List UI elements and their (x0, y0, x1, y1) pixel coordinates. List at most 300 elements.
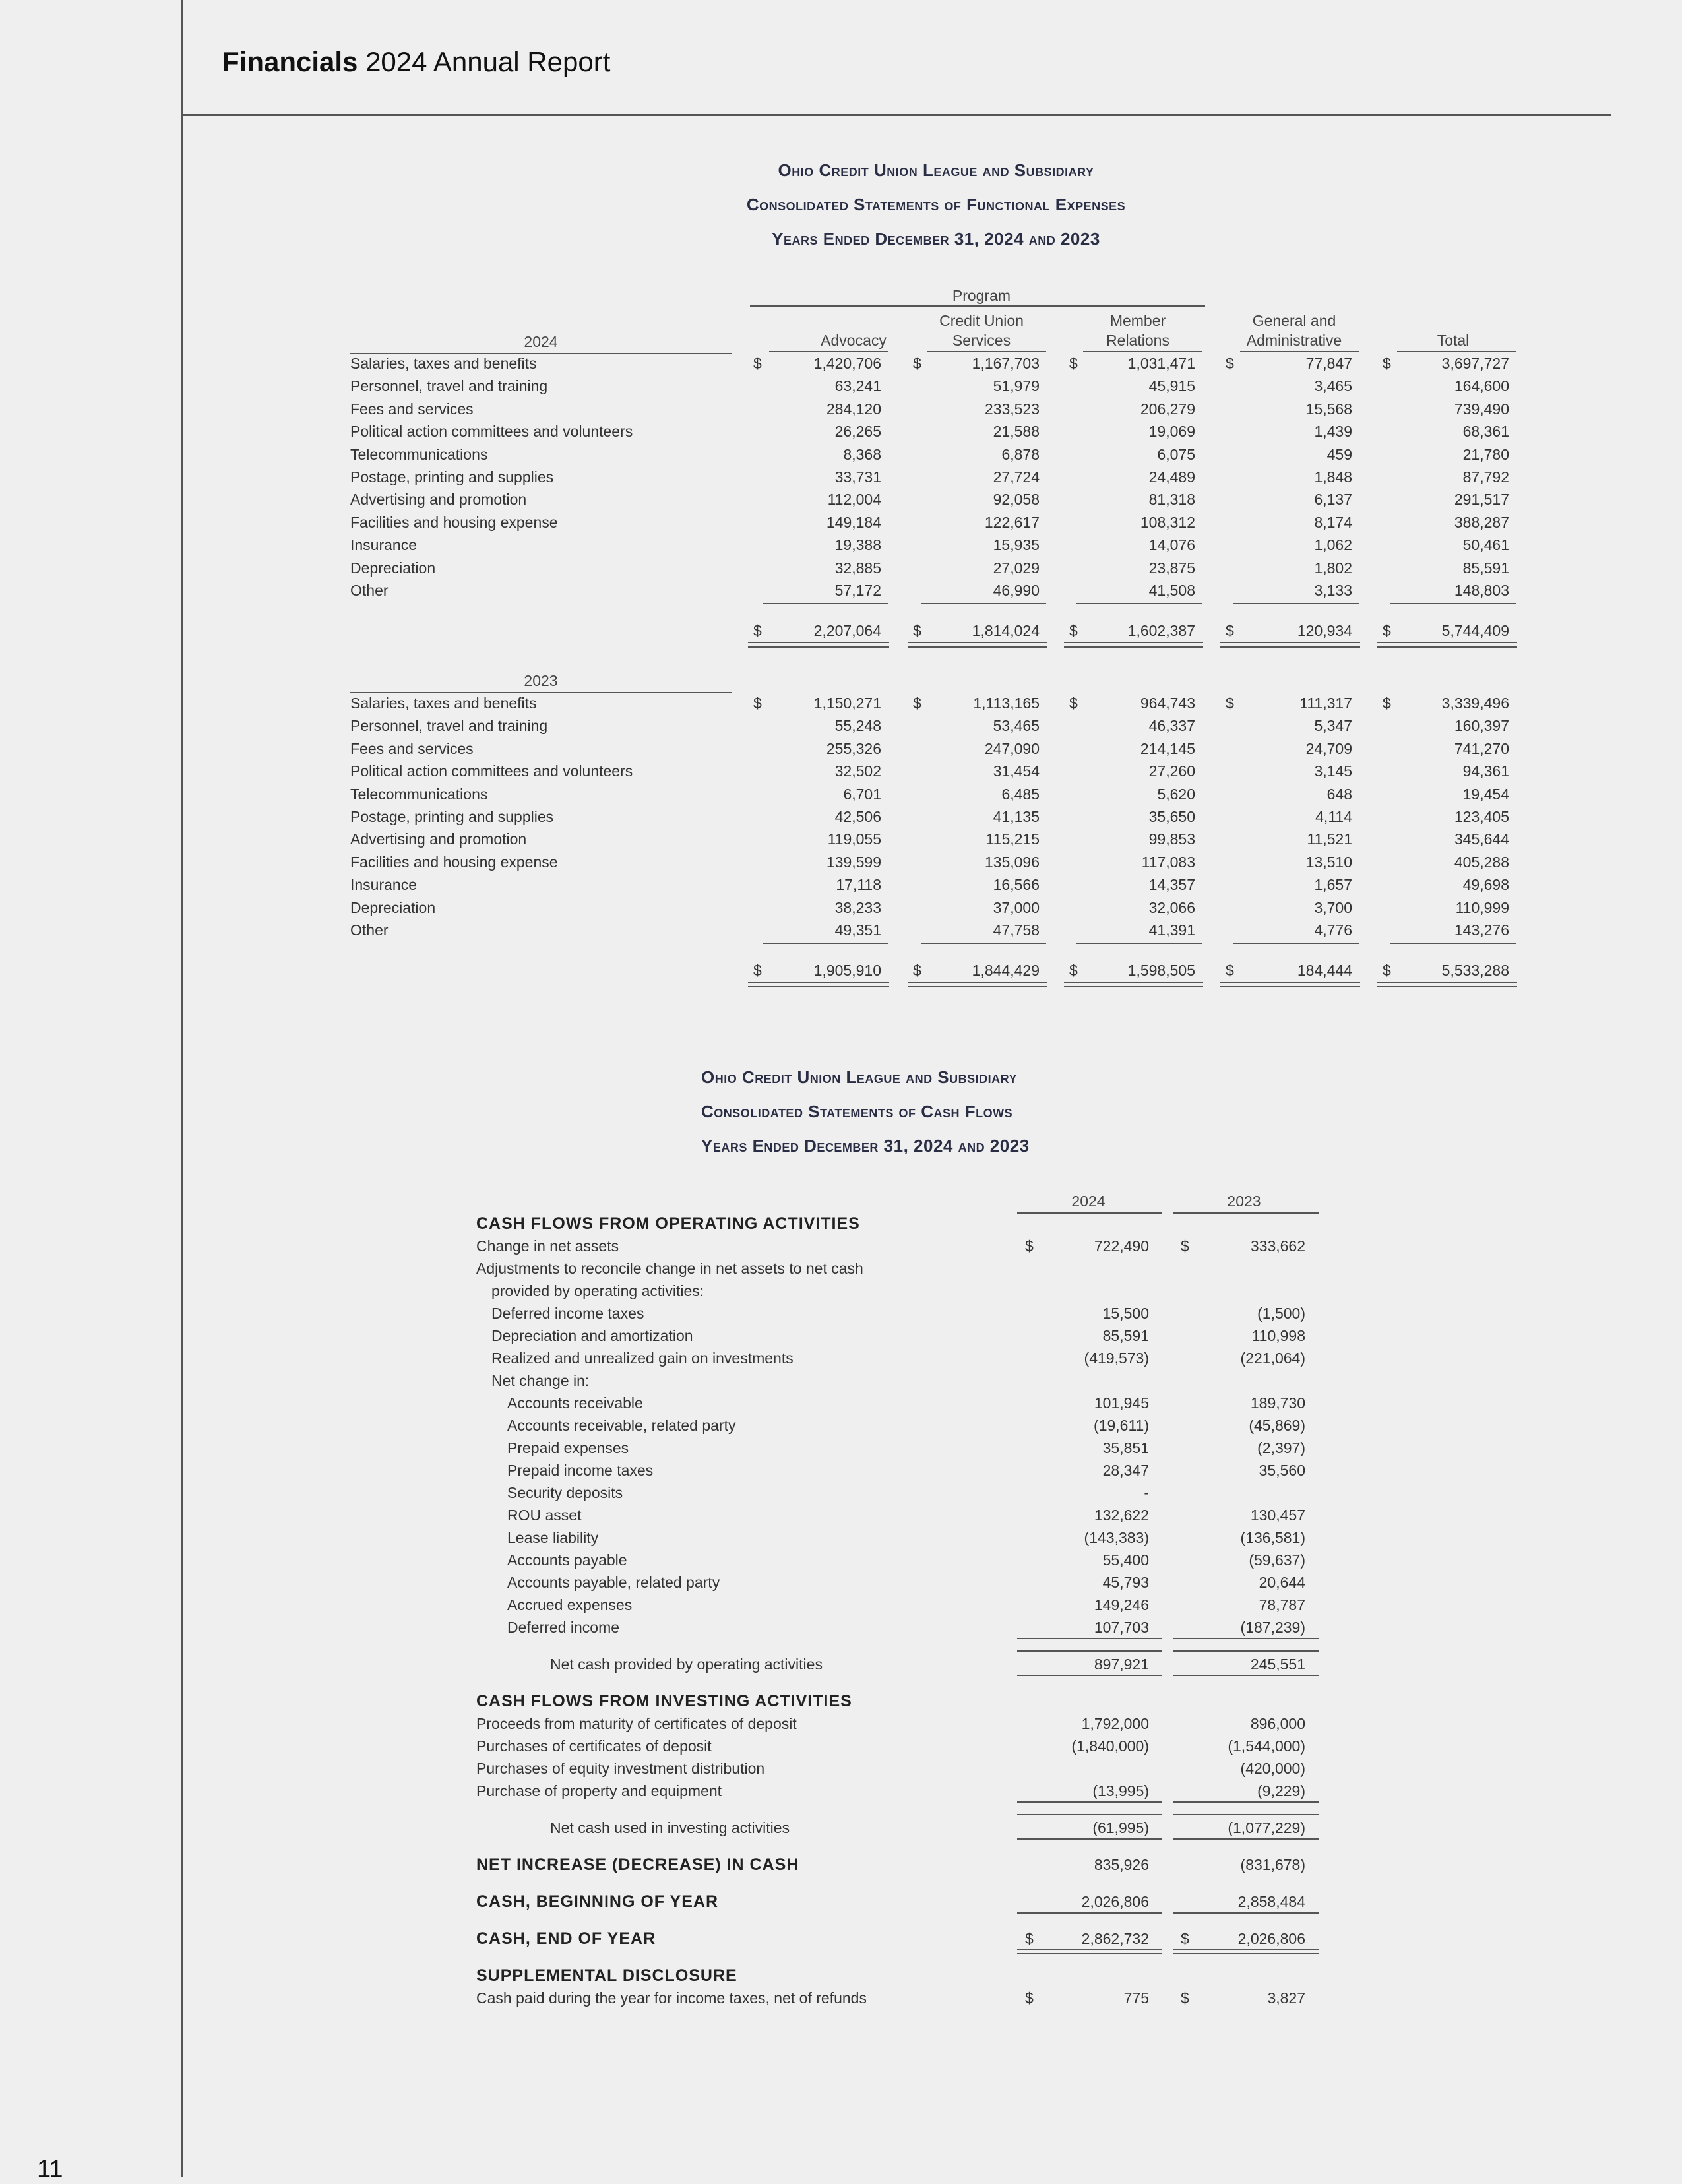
total-cell: 184,444 (1297, 962, 1352, 980)
amount-cell: 107,703 (1094, 1619, 1149, 1636)
line-item-label: Accounts payable (507, 1551, 627, 1569)
program-group-header: Program (952, 287, 1011, 304)
amount-cell: 20,644 (1259, 1574, 1305, 1591)
amount-cell: 132,622 (1094, 1507, 1149, 1524)
expense-cell: 94,361 (1462, 763, 1509, 780)
currency-sign: $ (1383, 695, 1391, 712)
total-cell: 5,744,409 (1441, 622, 1509, 640)
expense-cell: 45,915 (1148, 377, 1195, 395)
expense-cell: 41,135 (993, 808, 1040, 825)
expense-cell: 1,031,471 (1127, 355, 1195, 372)
expense-row-label: Facilities and housing expense (350, 513, 558, 531)
expense-cell: 17,118 (836, 876, 881, 894)
expense-row-label: Advertising and promotion (350, 491, 527, 509)
section-heading: CASH FLOWS FROM INVESTING ACTIVITIES (476, 1692, 852, 1710)
currency-sign: $ (1226, 962, 1234, 980)
double-underline-rule (1173, 1949, 1319, 1954)
amount-cell: 78,787 (1259, 1596, 1305, 1613)
expense-cell: 139,599 (826, 853, 881, 871)
expense-cell: 27,260 (1148, 763, 1195, 780)
program-group-rule (750, 305, 1205, 307)
amount-cell: - (1144, 1484, 1149, 1501)
amount-cell: (19,611) (1094, 1417, 1149, 1434)
expense-row-label: Political action committees and volunteers (350, 763, 633, 780)
section-heading: CASH, BEGINNING OF YEAR (476, 1892, 719, 1911)
amount-cell: (59,637) (1249, 1551, 1305, 1569)
line-item-label: Purchases of certificates of deposit (476, 1737, 712, 1755)
amount-cell: 130,457 (1250, 1507, 1305, 1524)
expense-cell: 47,758 (993, 921, 1040, 939)
currency-sign: $ (1226, 355, 1234, 372)
column-header: Member (1109, 312, 1166, 329)
year-column-rule (1173, 1212, 1319, 1214)
amount-cell: (9,229) (1257, 1782, 1305, 1799)
amount-cell: (45,869) (1249, 1417, 1305, 1434)
line-item-label: Cash paid during the year for income taxes, net of refunds (476, 1989, 867, 2007)
expense-cell: 49,698 (1462, 876, 1509, 894)
column-header: General and (1252, 312, 1336, 329)
expense-cell: 19,069 (1148, 423, 1195, 441)
column-header: Credit Union (939, 312, 1024, 329)
expense-row-label: Other (350, 582, 389, 599)
total-cell: 1,598,505 (1127, 962, 1195, 980)
line-item-label: Deferred income (507, 1619, 620, 1636)
overline-rule (1173, 1650, 1319, 1652)
column-header: Advocacy (821, 332, 887, 349)
expense-cell: 53,465 (993, 717, 1040, 735)
underline-rule (1173, 1838, 1319, 1840)
expense-cell: 214,145 (1140, 739, 1195, 757)
page-header (222, 46, 610, 78)
statement-title-line: Ohio Credit Union League and Subsidiary (701, 1067, 1017, 1087)
expense-cell: 3,697,727 (1441, 355, 1509, 372)
subtotal-rule (921, 943, 1046, 944)
expense-cell: 24,489 (1148, 468, 1195, 485)
expense-cell: 115,215 (985, 830, 1040, 848)
expense-cell: 5,620 (1157, 785, 1195, 803)
currency-sign: $ (753, 622, 762, 640)
line-item-label: Accounts payable, related party (507, 1574, 720, 1591)
expense-cell: 57,172 (834, 582, 881, 599)
expense-cell: 19,454 (1462, 785, 1509, 803)
expense-cell: 3,700 (1314, 898, 1352, 916)
expense-row-label: Insurance (350, 876, 418, 894)
amount-cell: 45,793 (1102, 1574, 1149, 1591)
line-item-label: Net cash used in investing activities (550, 1819, 790, 1836)
line-item-label: Security deposits (507, 1484, 623, 1501)
header-report-title: 2024 Annual Report (358, 46, 611, 77)
expense-cell: 35,650 (1148, 808, 1195, 825)
line-item-label: Accounts receivable (507, 1394, 643, 1412)
expense-cell: 206,279 (1140, 400, 1195, 418)
expense-cell: 459 (1326, 445, 1352, 463)
total-cell: 120,934 (1297, 622, 1352, 640)
expense-row-label: Fees and services (350, 400, 474, 418)
amount-cell: (831,678) (1240, 1856, 1305, 1873)
expense-cell: 123,405 (1454, 808, 1509, 825)
expense-cell: 31,454 (993, 763, 1040, 780)
expense-cell: 149,184 (826, 513, 881, 531)
expense-cell: 51,979 (993, 377, 1040, 395)
expense-cell: 49,351 (834, 921, 881, 939)
underline-rule (1017, 1675, 1162, 1676)
expense-cell: 160,397 (1454, 717, 1509, 735)
page-number: 11 (37, 2156, 63, 2183)
expense-cell: 4,114 (1315, 808, 1352, 825)
amount-cell: 101,945 (1094, 1394, 1149, 1412)
currency-sign: $ (1025, 1989, 1034, 2007)
expense-cell: 32,066 (1148, 898, 1195, 916)
section-heading: NET INCREASE (DECREASE) IN CASH (476, 1856, 799, 1874)
expense-cell: 13,510 (1305, 853, 1352, 871)
amount-cell: 897,921 (1094, 1656, 1149, 1673)
expense-cell: 4,776 (1314, 921, 1352, 939)
expense-cell: 92,058 (993, 491, 1040, 509)
expense-cell: 24,709 (1305, 739, 1352, 757)
expense-cell: 37,000 (993, 898, 1040, 916)
underline-rule (1173, 1801, 1319, 1803)
expense-cell: 112,004 (827, 491, 881, 509)
expense-row-label: Advertising and promotion (350, 830, 527, 848)
expense-cell: 8,174 (1314, 513, 1352, 531)
expense-cell: 119,055 (827, 830, 881, 848)
expense-cell: 85,591 (1462, 559, 1509, 577)
expense-cell: 6,701 (843, 785, 881, 803)
amount-cell: 835,926 (1094, 1856, 1149, 1873)
statement-title-line: Consolidated Statements of Functional Expenses (746, 195, 1126, 214)
expense-cell: 1,113,165 (973, 695, 1040, 712)
total-double-rule (908, 982, 1047, 987)
currency-sign: $ (753, 355, 762, 372)
line-item-label: Realized and unrealized gain on investments (491, 1350, 794, 1367)
total-double-rule (1220, 642, 1360, 648)
expense-cell: 41,508 (1148, 582, 1195, 599)
expense-row-label: Telecommunications (350, 445, 488, 463)
total-double-rule (1064, 982, 1203, 987)
expense-cell: 164,600 (1454, 377, 1509, 395)
expense-cell: 27,029 (993, 559, 1040, 577)
amount-cell: 149,246 (1094, 1596, 1149, 1613)
expense-row-label: Political action committees and volunteers (350, 423, 633, 441)
expense-cell: 388,287 (1454, 513, 1509, 531)
amount-cell: 775 (1123, 1989, 1149, 2007)
double-underline-rule (1017, 1949, 1162, 1954)
amount-cell: 3,827 (1267, 1989, 1305, 2007)
total-double-rule (908, 642, 1047, 648)
underline-rule (1173, 1638, 1319, 1639)
amount-cell: (61,995) (1092, 1819, 1149, 1836)
statement-title-line: Ohio Credit Union League and Subsidiary (778, 160, 1094, 180)
amount-cell: 35,851 (1102, 1439, 1149, 1456)
overline-rule (1017, 1650, 1162, 1652)
amount-cell: 15,500 (1102, 1305, 1149, 1322)
currency-sign: $ (1383, 355, 1391, 372)
expense-row-label: Facilities and housing expense (350, 853, 558, 871)
expense-cell: 6,878 (1001, 445, 1040, 463)
total-double-rule (1220, 982, 1360, 987)
line-item-label: Prepaid expenses (507, 1439, 629, 1456)
currency-sign: $ (1069, 355, 1078, 372)
total-double-rule (1377, 642, 1517, 648)
line-item-label: Accounts receivable, related party (507, 1417, 736, 1434)
section-heading: SUPPLEMENTAL DISCLOSURE (476, 1966, 737, 1985)
underline-rule (1017, 1838, 1162, 1840)
statement-title-line: Consolidated Statements of Cash Flows (701, 1102, 1013, 1121)
expense-cell: 1,062 (1314, 536, 1352, 554)
expense-row-label: Fees and services (350, 739, 474, 757)
expense-cell: 77,847 (1305, 355, 1352, 372)
amount-cell: 2,862,732 (1081, 1930, 1149, 1947)
expense-cell: 87,792 (1462, 468, 1509, 485)
year-label: 2023 (524, 672, 558, 689)
expense-cell: 50,461 (1462, 536, 1509, 554)
expense-cell: 3,465 (1314, 377, 1352, 395)
expense-cell: 32,885 (834, 559, 881, 577)
expense-cell: 405,288 (1454, 853, 1509, 871)
amount-cell: 110,998 (1251, 1327, 1305, 1344)
currency-sign: $ (753, 695, 762, 712)
expense-cell: 741,270 (1454, 739, 1509, 757)
section-heading: CASH FLOWS FROM OPERATING ACTIVITIES (476, 1214, 860, 1233)
amount-cell: (1,840,000) (1071, 1737, 1149, 1755)
expense-cell: 14,357 (1148, 876, 1195, 894)
expense-cell: 291,517 (1454, 491, 1509, 509)
currency-sign: $ (1025, 1237, 1034, 1255)
subtotal-rule (1233, 943, 1359, 944)
currency-sign: $ (1383, 622, 1391, 640)
expense-cell: 6,485 (1001, 785, 1040, 803)
expense-cell: 1,150,271 (813, 695, 881, 712)
total-double-rule (1377, 982, 1517, 987)
expense-cell: 3,133 (1314, 582, 1352, 599)
year-column-rule (1017, 1212, 1162, 1214)
expense-cell: 46,990 (993, 582, 1040, 599)
currency-sign: $ (1181, 1237, 1189, 1255)
expense-cell: 21,588 (993, 423, 1040, 441)
column-header: Administrative (1246, 332, 1342, 349)
expense-row-label: Personnel, travel and training (350, 717, 548, 735)
currency-sign: $ (1226, 622, 1234, 640)
total-double-rule (748, 982, 889, 987)
subtotal-rule (1076, 603, 1202, 604)
year-column-header: 2023 (1227, 1193, 1261, 1210)
amount-cell: (1,500) (1257, 1305, 1305, 1322)
expense-row-label: Salaries, taxes and benefits (350, 695, 537, 712)
total-cell: 1,905,910 (813, 962, 881, 980)
expense-cell: 42,506 (834, 808, 881, 825)
expense-cell: 23,875 (1148, 559, 1195, 577)
statement-title-line: Years Ended December 31, 2024 and 2023 (772, 229, 1100, 249)
expense-cell: 46,337 (1148, 717, 1195, 735)
line-item-label: Net cash provided by operating activities (550, 1656, 823, 1673)
total-cell: 5,533,288 (1441, 962, 1509, 980)
amount-cell: (136,581) (1240, 1529, 1305, 1546)
expense-row-label: Telecommunications (350, 785, 488, 803)
expense-cell: 1,802 (1314, 559, 1352, 577)
currency-sign: $ (1181, 1989, 1189, 2007)
expense-cell: 6,075 (1157, 445, 1195, 463)
line-item-label: Proceeds from maturity of certificates of deposit (476, 1715, 797, 1732)
header-rule (181, 114, 1611, 116)
amount-cell: (420,000) (1240, 1760, 1305, 1777)
expense-cell: 284,120 (826, 400, 881, 418)
statement-title-line: Years Ended December 31, 2024 and 2023 (701, 1136, 1030, 1156)
currency-sign: $ (753, 962, 762, 980)
currency-sign: $ (1025, 1930, 1034, 1947)
expense-cell: 5,347 (1314, 717, 1352, 735)
total-cell: 1,844,429 (972, 962, 1040, 980)
line-item-label: Net change in: (491, 1372, 590, 1389)
line-item-label: Accrued expenses (507, 1596, 633, 1613)
expense-cell: 1,420,706 (813, 355, 881, 372)
amount-cell: (1,077,229) (1228, 1819, 1305, 1836)
underline-rule (1017, 1638, 1162, 1639)
expense-cell: 33,731 (834, 468, 881, 485)
expense-cell: 15,568 (1305, 400, 1352, 418)
overline-rule (1173, 1814, 1319, 1815)
currency-sign: $ (913, 622, 921, 640)
total-cell: 1,602,387 (1127, 622, 1195, 640)
amount-cell: 245,551 (1250, 1656, 1305, 1673)
expense-cell: 143,276 (1454, 921, 1509, 939)
line-item-label: Change in net assets (476, 1237, 619, 1255)
expense-row-label: Postage, printing and supplies (350, 468, 554, 485)
expense-cell: 1,439 (1314, 423, 1352, 441)
subtotal-rule (763, 603, 888, 604)
amount-cell: 189,730 (1250, 1394, 1305, 1412)
amount-cell: (143,383) (1084, 1529, 1149, 1546)
expense-cell: 122,617 (984, 513, 1040, 531)
amount-cell: (1,544,000) (1228, 1737, 1305, 1755)
expense-cell: 19,388 (834, 536, 881, 554)
amount-cell: (221,064) (1240, 1350, 1305, 1367)
amount-cell: 333,662 (1250, 1237, 1305, 1255)
expense-cell: 247,090 (984, 739, 1040, 757)
total-cell: 1,814,024 (972, 622, 1040, 640)
expense-row-label: Depreciation (350, 559, 436, 577)
expense-row-label: Personnel, travel and training (350, 377, 548, 395)
subtotal-rule (1390, 943, 1516, 944)
line-item-label: ROU asset (507, 1507, 582, 1524)
expense-cell: 233,523 (984, 400, 1040, 418)
currency-sign: $ (913, 695, 921, 712)
expense-cell: 3,145 (1314, 763, 1352, 780)
expense-cell: 345,644 (1454, 830, 1509, 848)
amount-cell: (13,995) (1092, 1782, 1149, 1799)
subtotal-rule (1233, 603, 1359, 604)
expense-cell: 41,391 (1148, 921, 1195, 939)
expense-cell: 27,724 (993, 468, 1040, 485)
expense-cell: 21,780 (1462, 445, 1509, 463)
expense-row-label: Postage, printing and supplies (350, 808, 554, 825)
expense-cell: 26,265 (834, 423, 881, 441)
subtotal-rule (921, 603, 1046, 604)
expense-row-label: Salaries, taxes and benefits (350, 355, 537, 372)
expense-cell: 16,566 (993, 876, 1040, 894)
expense-row-label: Depreciation (350, 898, 436, 916)
expense-row-label: Other (350, 921, 389, 939)
amount-cell: (187,239) (1240, 1619, 1305, 1636)
amount-cell: 85,591 (1102, 1327, 1149, 1344)
expense-cell: 255,326 (826, 739, 881, 757)
section-heading: CASH, END OF YEAR (476, 1929, 656, 1948)
amount-cell: 55,400 (1102, 1551, 1149, 1569)
amount-cell: 2,026,806 (1081, 1893, 1149, 1910)
currency-sign: $ (1383, 962, 1391, 980)
currency-sign: $ (1226, 695, 1234, 712)
year-label: 2024 (524, 333, 558, 350)
currency-sign: $ (1069, 622, 1078, 640)
currency-sign: $ (1181, 1930, 1189, 1947)
underline-rule (1017, 1912, 1162, 1914)
header-section: Financials (222, 46, 358, 77)
underline-rule (1173, 1675, 1319, 1676)
expense-cell: 964,743 (1140, 695, 1195, 712)
expense-cell: 148,803 (1454, 582, 1509, 599)
line-item-label: Depreciation and amortization (491, 1327, 693, 1344)
expense-cell: 3,339,496 (1441, 695, 1509, 712)
total-double-rule (748, 642, 889, 648)
currency-sign: $ (913, 962, 921, 980)
underline-rule (1173, 1912, 1319, 1914)
expense-cell: 14,076 (1148, 536, 1195, 554)
expense-cell: 1,848 (1314, 468, 1352, 485)
expense-cell: 117,083 (1141, 853, 1195, 871)
underline-rule (1017, 1801, 1162, 1803)
currency-sign: $ (1069, 962, 1078, 980)
line-item-label: Lease liability (507, 1529, 599, 1546)
expense-cell: 32,502 (834, 763, 881, 780)
amount-cell: 35,560 (1259, 1462, 1305, 1479)
expense-cell: 108,312 (1140, 513, 1195, 531)
line-item-label: Purchases of equity investment distribution (476, 1760, 765, 1777)
expense-cell: 135,096 (984, 853, 1040, 871)
column-header: Total (1437, 332, 1470, 349)
overline-rule (1017, 1814, 1162, 1815)
expense-cell: 110,999 (1455, 898, 1509, 916)
expense-cell: 111,317 (1299, 695, 1352, 712)
left-margin-rule (181, 0, 183, 2177)
amount-cell: 28,347 (1102, 1462, 1149, 1479)
expense-cell: 55,248 (834, 717, 881, 735)
expense-cell: 15,935 (993, 536, 1040, 554)
column-header: Services (952, 332, 1011, 349)
expense-row-label: Insurance (350, 536, 418, 554)
amount-cell: (419,573) (1084, 1350, 1149, 1367)
expense-cell: 38,233 (834, 898, 881, 916)
currency-sign: $ (913, 355, 921, 372)
currency-sign: $ (1069, 695, 1078, 712)
amount-cell: 1,792,000 (1081, 1715, 1149, 1732)
amount-cell: 2,858,484 (1237, 1893, 1305, 1910)
line-item-label: Purchase of property and equipment (476, 1782, 722, 1799)
subtotal-rule (1076, 943, 1202, 944)
expense-cell: 11,521 (1307, 830, 1352, 848)
amount-cell: 2,026,806 (1237, 1930, 1305, 1947)
expense-cell: 1,657 (1314, 876, 1352, 894)
line-item-label: provided by operating activities: (491, 1282, 704, 1299)
expense-cell: 81,318 (1148, 491, 1195, 509)
total-cell: 2,207,064 (813, 622, 881, 640)
amount-cell: (2,397) (1257, 1439, 1305, 1456)
column-header: Relations (1106, 332, 1169, 349)
subtotal-rule (1390, 603, 1516, 604)
expense-cell: 739,490 (1454, 400, 1509, 418)
subtotal-rule (763, 943, 888, 944)
total-double-rule (1064, 642, 1203, 648)
expense-cell: 6,137 (1314, 491, 1352, 509)
amount-cell: 722,490 (1094, 1237, 1149, 1255)
